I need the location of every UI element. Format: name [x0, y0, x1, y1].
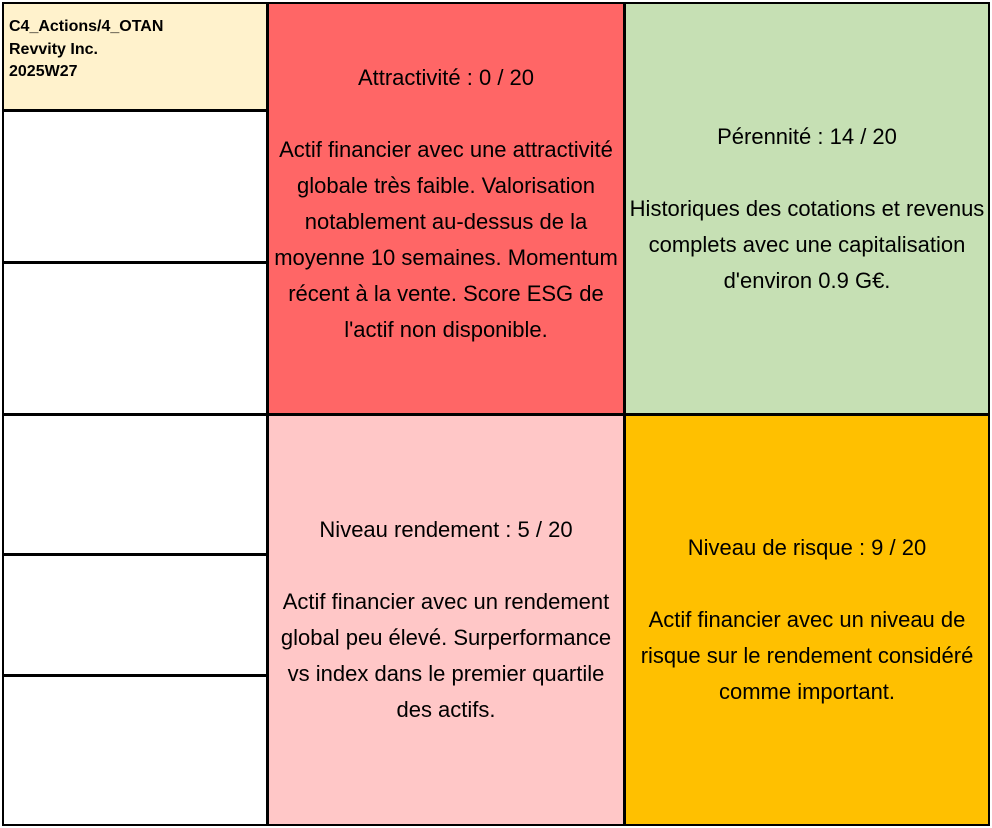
rendement-text: Actif financier avec un rendement global peu élevé. Surperformance vs index dans le premier quartile des actifs. — [280, 589, 612, 722]
category-label: C4_Actions/4_OTAN — [9, 18, 164, 35]
asset-header — [2, 2, 268, 111]
empty-cell — [2, 554, 268, 676]
rendement-panel — [267, 414, 625, 826]
risque-panel — [624, 414, 990, 826]
risque-title: Niveau de risque : 9 / 20 — [687, 535, 927, 560]
empty-cell — [2, 675, 268, 826]
week-label: 2025W27 — [9, 63, 78, 80]
attractivite-text: Actif financier avec une attractivité globale très faible. Valorisation notablement au-dessus de la moyenne 10 semaines. Momentum récent à la vente. Score ESG de l'actif non disponible. — [274, 136, 618, 342]
empty-cell — [2, 414, 268, 555]
perennite-title: Pérennité : 14 / 20 — [717, 123, 897, 149]
empty-cell — [2, 110, 268, 263]
rendement-title: Niveau rendement : 5 / 20 — [319, 517, 573, 542]
attractivite-title: Attractivité : 0 / 20 — [357, 64, 535, 90]
attractivite-panel — [267, 2, 625, 415]
perennite-panel — [624, 2, 990, 415]
perennite-text: Historiques des cotations et revenus complets avec une capitalisation d'environ 0.9 G€. — [629, 195, 985, 293]
empty-cell — [2, 262, 268, 415]
asset-name: Revvity Inc. — [9, 40, 98, 58]
risque-text: Actif financier avec un niveau de risque sur le rendement considéré comme important. — [640, 607, 974, 704]
